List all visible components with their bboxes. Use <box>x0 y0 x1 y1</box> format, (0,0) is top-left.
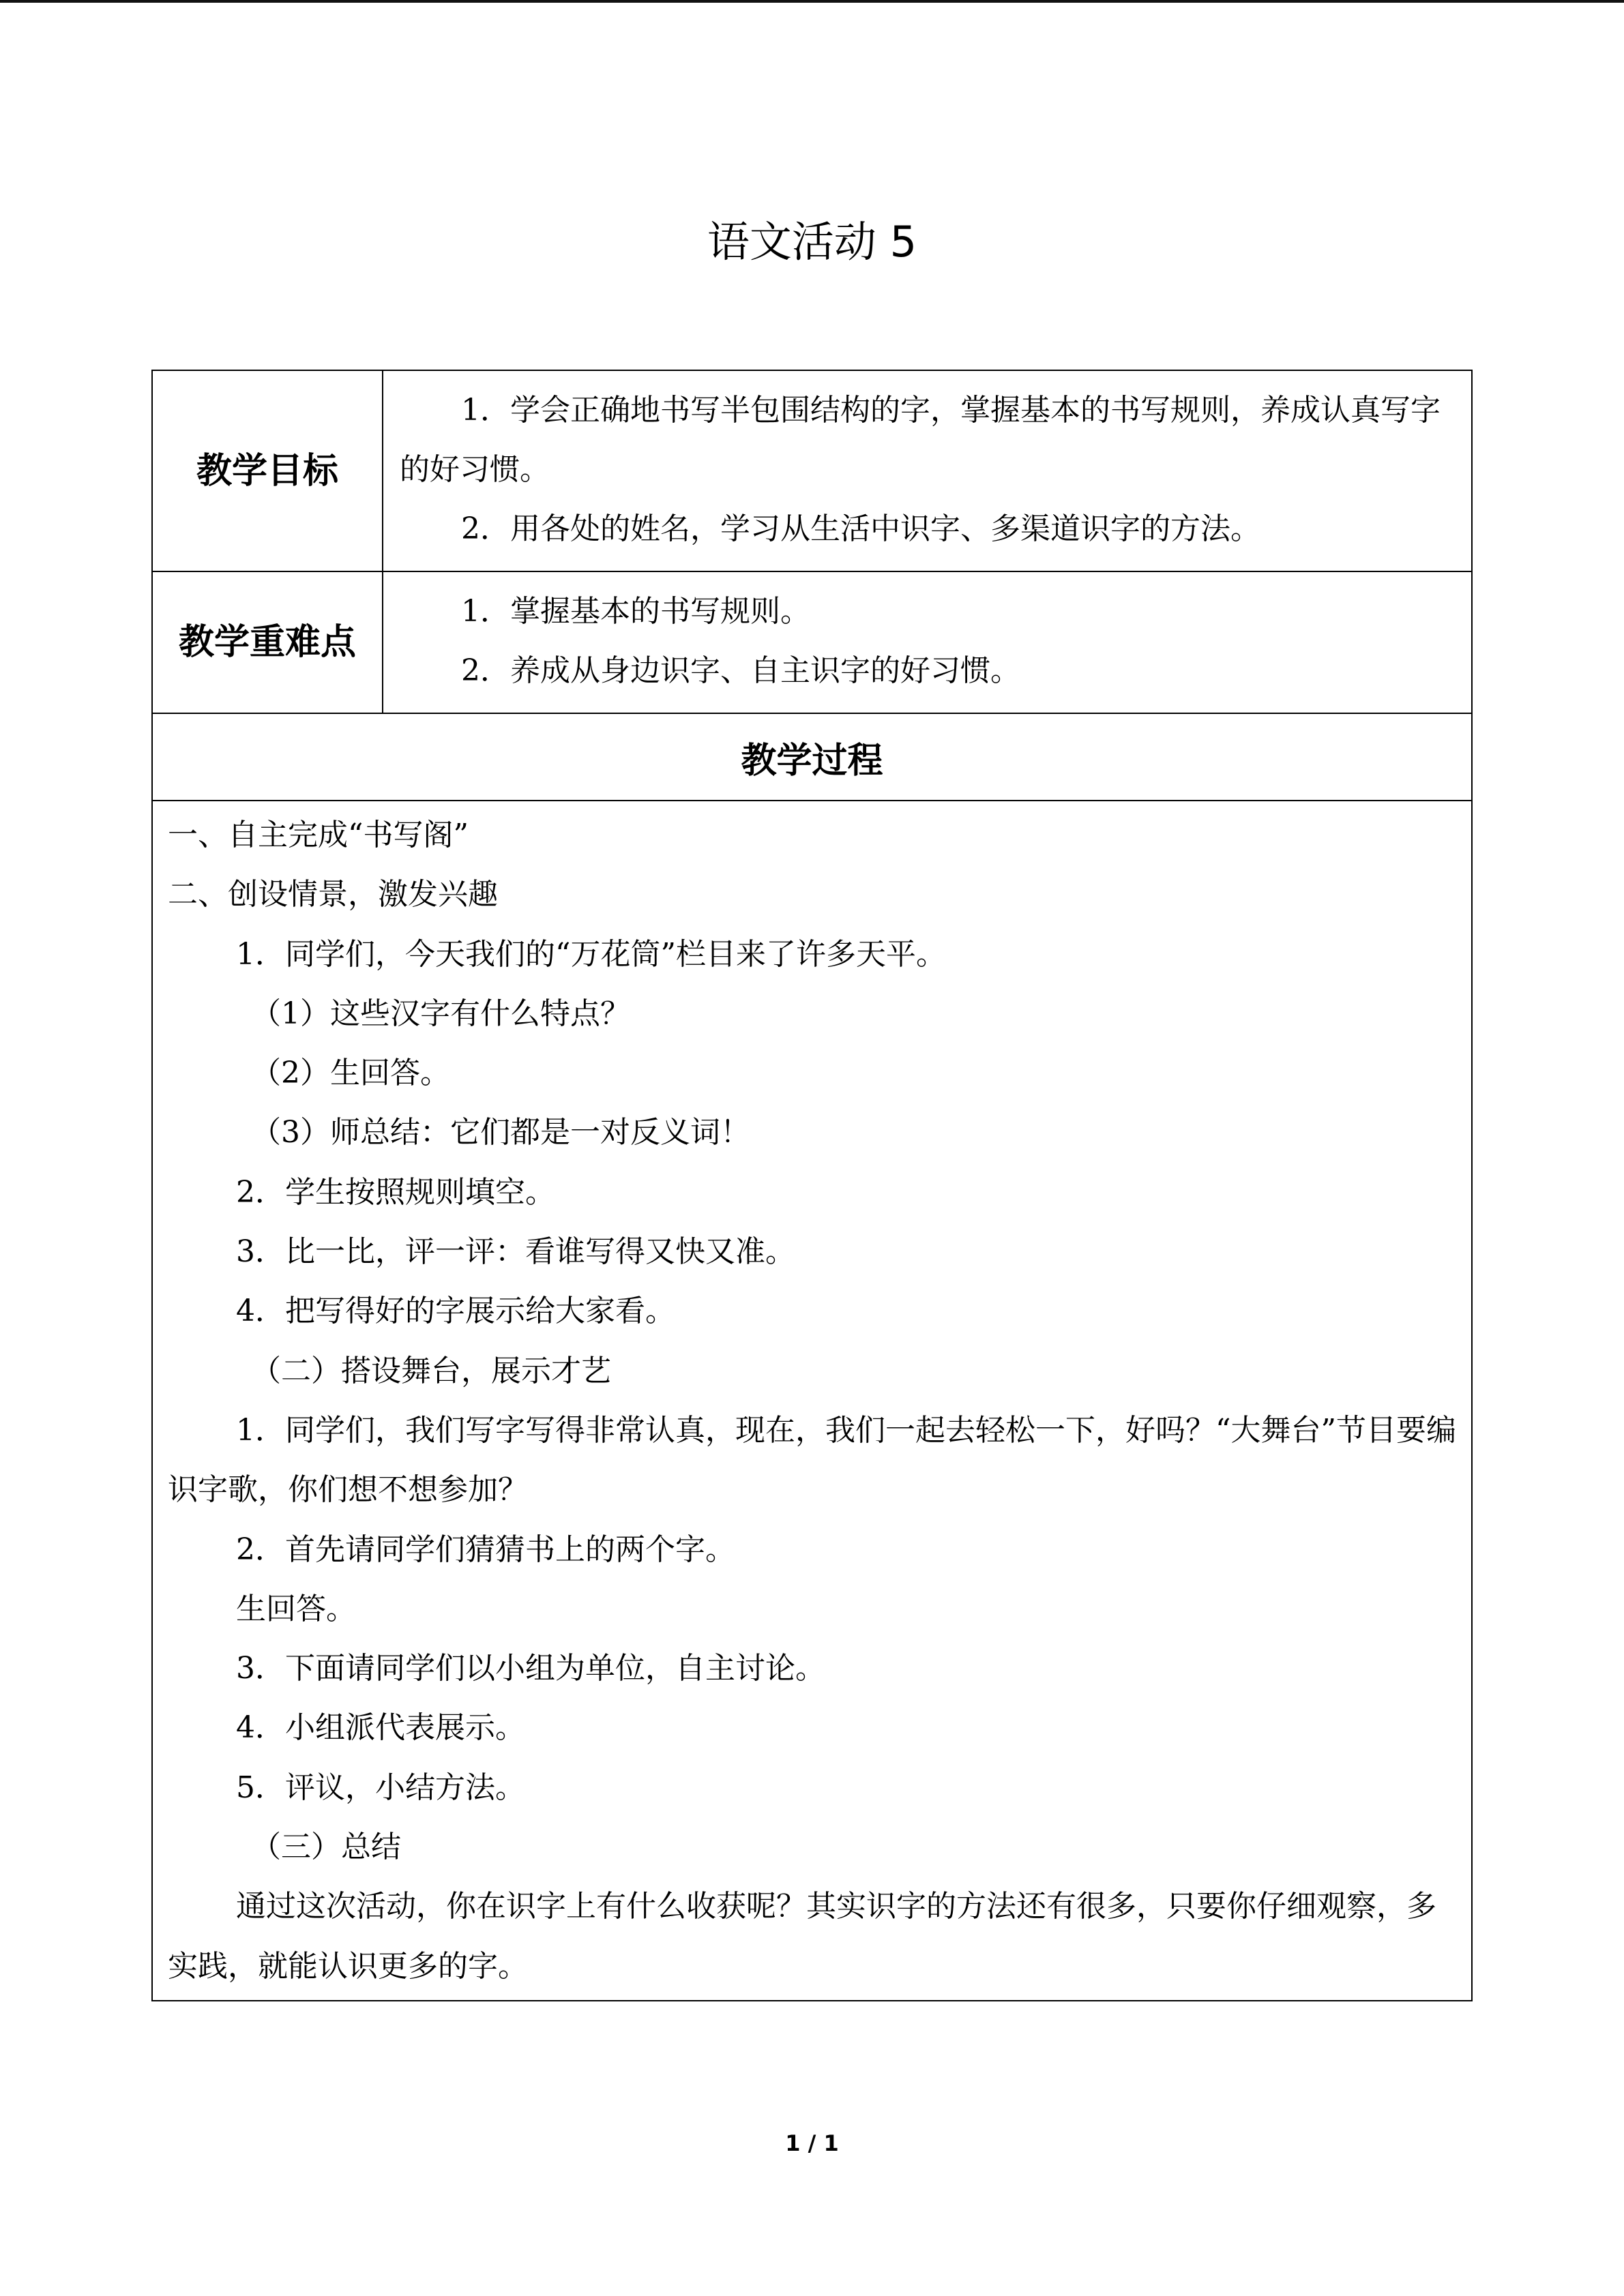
key-points-content <box>383 571 1472 713</box>
key-points-row <box>152 571 1472 713</box>
teaching-goals-label-cell <box>152 370 383 571</box>
process-line: （二）搭设舞台，展示才艺 <box>251 1353 611 1388</box>
process-line: 二、创设情景，激发兴趣 <box>168 877 498 912</box>
document-title: 语文活动 5 <box>707 217 917 267</box>
teaching-goals-content <box>383 370 1472 571</box>
process-content-row <box>152 801 1472 2001</box>
process-line: 生回答。 <box>236 1591 356 1626</box>
lesson-plan-table <box>151 370 1473 2001</box>
process-line: （三）总结 <box>251 1830 401 1865</box>
process-line: 1．同学们，今天我们的“万花筒”栏目来了许多天平。 <box>236 936 946 972</box>
process-line: 2．学生按照规则填空。 <box>236 1174 555 1210</box>
process-heading: 教学过程 <box>152 713 1472 801</box>
process-line: （2）生回答。 <box>251 1056 450 1091</box>
process-line: 通过这次活动，你在识字上有什么收获呢？其实识字的方法还有很多，只要你仔细观察，多实践，就能认识更多的字。 <box>168 1889 1436 1984</box>
goal-item: 2．用各处的姓名，学习从生活中识字、多渠道识字的方法。 <box>461 511 1260 546</box>
teaching-goals-row <box>152 370 1472 571</box>
process-line: 3．下面请同学们以小组为单位，自主讨论。 <box>236 1651 825 1686</box>
process-line: 5．评议，小结方法。 <box>236 1770 525 1805</box>
key-point-item: 2．养成从身边识字、自主识字的好习惯。 <box>461 653 1020 688</box>
process-line: 3．比一比，评一评：看谁写得又快又准。 <box>236 1234 795 1270</box>
process-line: 2．首先请同学们猜猜书上的两个字。 <box>236 1532 735 1567</box>
process-line: 1．同学们，我们写字写得非常认真，现在，我们一起去轻松一下，好吗？“大舞台”节目要编识字歌，你们想不想参加？ <box>168 1412 1456 1508</box>
goal-item: 1．学会正确地书写半包围结构的字，掌握基本的书写规则，养成认真写字的好习惯。 <box>400 393 1441 487</box>
process-line: （3）师总结：它们都是一对反义词！ <box>251 1115 750 1150</box>
teaching-goals-label: 教学目标 <box>196 450 338 492</box>
top-border <box>0 0 1624 3</box>
process-heading-row <box>152 713 1472 801</box>
process-line: 一、自主完成“书写阁” <box>168 818 469 852</box>
page-number: 1 / 1 <box>785 2130 839 2156</box>
process-line: （1）这些汉字有什么特点？ <box>251 996 630 1031</box>
key-point-item: 1．掌握基本的书写规则。 <box>461 594 810 629</box>
process-content <box>152 801 1472 2001</box>
process-line: 4．小组派代表展示。 <box>236 1710 525 1746</box>
key-points-label: 教学重难点 <box>178 622 356 663</box>
process-line: 4．把写得好的字展示给大家看。 <box>236 1294 675 1329</box>
key-points-label-cell <box>152 571 383 713</box>
